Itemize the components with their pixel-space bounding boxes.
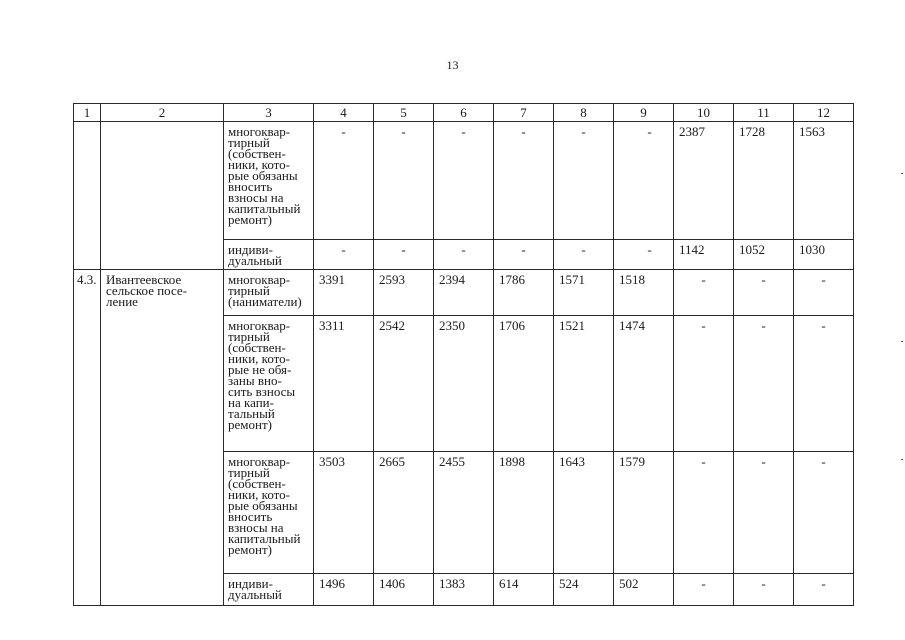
header-cell: 5 xyxy=(374,104,434,122)
value-cell: - xyxy=(314,122,374,240)
housing-type-text: многоквар- тирный (наниматели) xyxy=(228,272,302,309)
value-cell: - xyxy=(434,122,494,240)
header-cell: 2 xyxy=(101,104,224,122)
value-cell: 2542 xyxy=(374,316,434,452)
housing-type-text: индиви- дуальный xyxy=(228,242,282,268)
settlement-name-cell xyxy=(101,270,224,606)
housing-type-text: многоквар- тирный (собствен- ники, кото- рые обязаны вносить взносы на капитальный ремонт) xyxy=(228,454,301,557)
value-cell: 1406 xyxy=(374,574,434,606)
value-cell: - xyxy=(494,240,554,270)
value-cell: 1474 xyxy=(614,316,674,452)
value-cell: 1786 xyxy=(494,270,554,316)
value-cell: - xyxy=(734,270,794,316)
value-cell: - xyxy=(434,240,494,270)
value-cell: - xyxy=(674,452,734,574)
value-cell: 1728 xyxy=(734,122,794,240)
value-cell: 2350 xyxy=(434,316,494,452)
value-cell: - xyxy=(674,316,734,452)
tariff-table xyxy=(73,103,854,606)
housing-type-cell xyxy=(224,122,314,240)
value-cell: 614 xyxy=(494,574,554,606)
value-cell: - xyxy=(374,122,434,240)
value-cell: 1142 xyxy=(674,240,734,270)
housing-type-cell xyxy=(224,270,314,316)
table-row xyxy=(74,122,854,240)
housing-type-cell xyxy=(224,452,314,574)
value-cell: - xyxy=(614,122,674,240)
page-number: 13 xyxy=(446,58,459,72)
header-cell: 1 xyxy=(74,104,101,122)
header-cell: 8 xyxy=(554,104,614,122)
value-cell: - xyxy=(614,240,674,270)
header-cell: 12 xyxy=(794,104,854,122)
value-cell: - xyxy=(734,452,794,574)
value-cell: 2387 xyxy=(674,122,734,240)
scan-mark xyxy=(901,459,903,460)
value-cell: 1706 xyxy=(494,316,554,452)
value-cell: 1521 xyxy=(554,316,614,452)
value-cell: - xyxy=(554,240,614,270)
value-cell: 3391 xyxy=(314,270,374,316)
value-cell: 3503 xyxy=(314,452,374,574)
table-row xyxy=(74,270,854,316)
value-cell: 1052 xyxy=(734,240,794,270)
value-cell: - xyxy=(734,574,794,606)
value-cell: - xyxy=(794,452,854,574)
header-row xyxy=(74,104,854,122)
value-cell: 1563 xyxy=(794,122,854,240)
header-cell: 9 xyxy=(614,104,674,122)
value-cell: 1496 xyxy=(314,574,374,606)
scan-mark xyxy=(901,341,903,342)
housing-type-text: многоквар- тирный (собствен- ники, кото- рые обязаны вносить взносы на капитальный ремонт) xyxy=(228,124,301,227)
header-cell: 4 xyxy=(314,104,374,122)
value-cell: 1571 xyxy=(554,270,614,316)
value-cell: 1518 xyxy=(614,270,674,316)
value-cell: - xyxy=(794,270,854,316)
header-cell: 10 xyxy=(674,104,734,122)
value-cell: - xyxy=(314,240,374,270)
value-cell: - xyxy=(674,270,734,316)
value-cell: 2665 xyxy=(374,452,434,574)
value-cell: 1030 xyxy=(794,240,854,270)
value-cell: 3311 xyxy=(314,316,374,452)
value-cell: 2394 xyxy=(434,270,494,316)
settlement-name: Ивантеевское сельское посе- ление xyxy=(106,272,188,309)
header-cell: 11 xyxy=(734,104,794,122)
scan-mark xyxy=(901,173,903,174)
value-cell: - xyxy=(794,574,854,606)
value-cell: - xyxy=(674,574,734,606)
header-cell: 6 xyxy=(434,104,494,122)
value-cell: 1579 xyxy=(614,452,674,574)
row-code-cell: 4.3. xyxy=(74,270,101,606)
value-cell: 2593 xyxy=(374,270,434,316)
value-cell: 524 xyxy=(554,574,614,606)
value-cell: 2455 xyxy=(434,452,494,574)
housing-type-cell xyxy=(224,240,314,270)
value-cell: - xyxy=(734,316,794,452)
value-cell: 1383 xyxy=(434,574,494,606)
header-cell: 3 xyxy=(224,104,314,122)
value-cell: 1643 xyxy=(554,452,614,574)
housing-type-cell xyxy=(224,574,314,606)
value-cell: 1898 xyxy=(494,452,554,574)
value-cell: - xyxy=(374,240,434,270)
value-cell: 502 xyxy=(614,574,674,606)
housing-type-text: многоквар- тирный (собствен- ники, кото- рые не обя- заны вно- сить взносы на капи- тальный ремонт) xyxy=(228,318,296,432)
housing-type-cell xyxy=(224,316,314,452)
value-cell: - xyxy=(494,122,554,240)
row-name-cell xyxy=(101,122,224,270)
value-cell: - xyxy=(794,316,854,452)
value-cell: - xyxy=(554,122,614,240)
row-code-cell xyxy=(74,122,101,270)
header-cell: 7 xyxy=(494,104,554,122)
housing-type-text: индиви- дуальный xyxy=(228,576,282,602)
